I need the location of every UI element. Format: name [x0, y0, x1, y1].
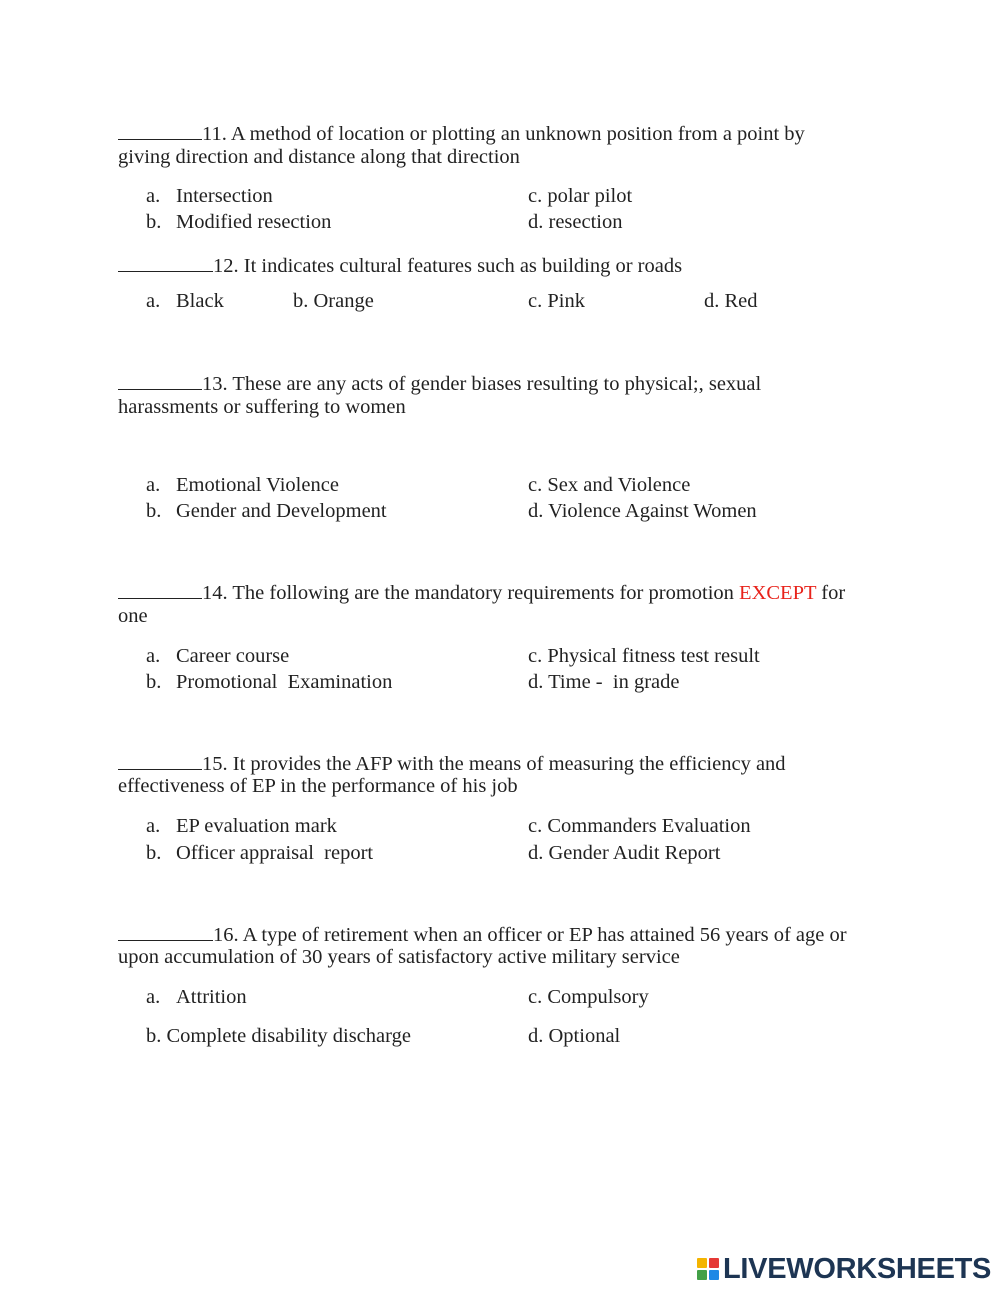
- choice-14-b[interactable]: Promotional Examination: [176, 671, 393, 693]
- logo-square-icon: [697, 1258, 707, 1268]
- question-16-stem-line1: 16. A type of retirement when an officer or EP has attained 56 years of age or: [118, 921, 847, 946]
- choice-12-b[interactable]: b. Orange: [293, 290, 374, 312]
- except-emphasis: EXCEPT: [739, 582, 817, 604]
- choice-15-a[interactable]: EP evaluation mark: [176, 815, 337, 837]
- choice-11-a-letter: a.: [146, 185, 161, 207]
- choice-12-d[interactable]: d. Red: [704, 290, 758, 312]
- answer-blank-15[interactable]: [118, 750, 202, 770]
- question-11-stem-line2: giving direction and distance along that direction: [118, 146, 520, 168]
- logo-text: LIVEWORKSHEETS: [723, 1252, 992, 1285]
- choice-11-b[interactable]: Modified resection: [176, 211, 332, 233]
- choice-16-c[interactable]: c. Compulsory: [528, 986, 649, 1008]
- answer-blank-13[interactable]: [118, 370, 202, 390]
- choice-12-a-letter: a.: [146, 290, 161, 312]
- logo-square-icon: [709, 1258, 719, 1268]
- choice-15-d[interactable]: d. Gender Audit Report: [528, 842, 721, 864]
- choice-13-a[interactable]: Emotional Violence: [176, 474, 339, 496]
- choice-16-d[interactable]: d. Optional: [528, 1025, 621, 1047]
- logo-square-icon: [697, 1270, 707, 1280]
- choice-14-c[interactable]: c. Physical fitness test result: [528, 645, 760, 667]
- answer-blank-11[interactable]: [118, 120, 202, 140]
- liveworksheets-logo-icon: [697, 1258, 719, 1280]
- question-13-number: 13.: [202, 373, 228, 395]
- choice-11-d[interactable]: d. resection: [528, 211, 623, 233]
- choice-15-b-letter: b.: [146, 842, 162, 864]
- choice-14-b-letter: b.: [146, 671, 162, 693]
- answer-blank-16[interactable]: [118, 921, 213, 941]
- choice-15-c[interactable]: c. Commanders Evaluation: [528, 815, 751, 837]
- choice-13-c[interactable]: c. Sex and Violence: [528, 474, 691, 496]
- answer-blank-14[interactable]: [118, 579, 202, 599]
- choice-12-c[interactable]: c. Pink: [528, 290, 585, 312]
- choice-11-c[interactable]: c. polar pilot: [528, 185, 633, 207]
- choice-14-a-letter: a.: [146, 645, 161, 667]
- choice-11-b-letter: b.: [146, 211, 162, 233]
- choice-16-b[interactable]: b. Complete disability discharge: [146, 1025, 411, 1047]
- choice-16-a-letter: a.: [146, 986, 161, 1008]
- question-11-number: 11.: [202, 123, 227, 145]
- answer-blank-12[interactable]: [118, 252, 213, 272]
- choice-16-a[interactable]: Attrition: [176, 986, 247, 1008]
- question-15-number: 15.: [202, 753, 228, 775]
- question-14-number: 14.: [202, 582, 228, 604]
- choice-13-b[interactable]: Gender and Development: [176, 500, 387, 522]
- liveworksheets-logo[interactable]: [697, 1253, 991, 1285]
- question-12-number: 12.: [213, 255, 239, 277]
- choice-12-a[interactable]: Black: [176, 290, 224, 312]
- choice-11-a[interactable]: Intersection: [176, 185, 273, 207]
- question-12-stem-line1: 12. It indicates cultural features such as building or roads: [118, 252, 682, 277]
- choice-13-a-letter: a.: [146, 474, 161, 496]
- question-13-stem-line2: harassments or suffering to women: [118, 396, 406, 418]
- question-11-stem-line1: 11. A method of location or plotting an unknown position from a point by: [118, 120, 805, 145]
- logo-square-icon: [709, 1270, 719, 1280]
- choice-14-d[interactable]: d. Time - in grade: [528, 671, 680, 693]
- question-15-stem-line2: effectiveness of EP in the performance of his job: [118, 775, 518, 797]
- question-14-stem-line1: 14. The following are the mandatory requirements for promotion EXCEPT for: [118, 579, 845, 604]
- choice-15-b[interactable]: Officer appraisal report: [176, 842, 374, 864]
- question-14-stem-line2: one: [118, 605, 148, 627]
- choice-13-b-letter: b.: [146, 500, 162, 522]
- question-15-stem-line1: 15. It provides the AFP with the means of measuring the efficiency and: [118, 750, 786, 775]
- choice-13-d[interactable]: d. Violence Against Women: [528, 500, 757, 522]
- question-16-number: 16.: [213, 924, 239, 946]
- choice-15-a-letter: a.: [146, 815, 161, 837]
- question-16-stem-line2: upon accumulation of 30 years of satisfactory active military service: [118, 946, 680, 968]
- question-13-stem-line1: 13. These are any acts of gender biases resulting to physical;, sexual: [118, 370, 761, 395]
- choice-14-a[interactable]: Career course: [176, 645, 290, 667]
